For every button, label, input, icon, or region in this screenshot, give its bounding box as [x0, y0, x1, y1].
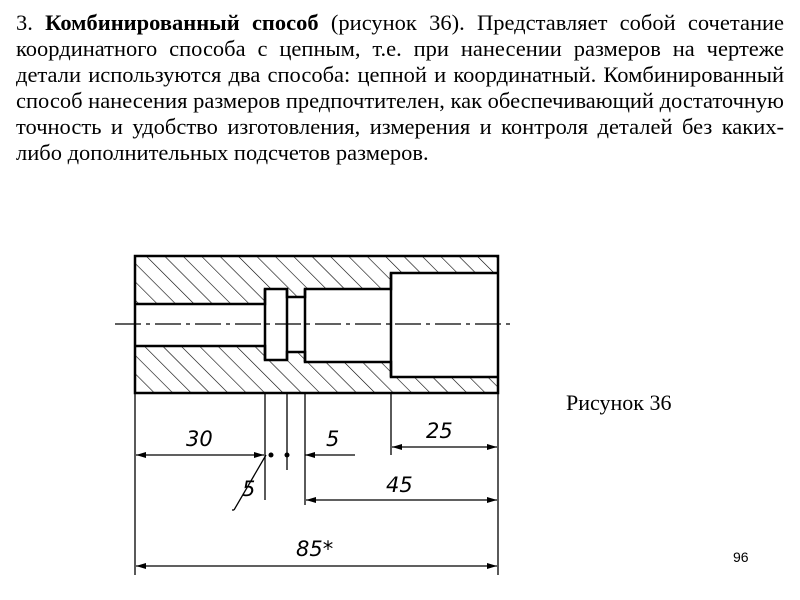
- dim-5-bottom: 5: [242, 477, 256, 501]
- dim-85: 85*: [296, 537, 334, 561]
- dim-25: 25: [426, 419, 453, 443]
- paragraph-text: (рисунок 36). Представляет собой сочетание координатного способа с цепным, т.е. при нанесении размеров на чертеже детали используются два способа: цепной и координатный. Комбинированный способ нанесения размеров предпочтителен, как обеспечивающий достаточную точность и удобство изготовления, измерения и контроля деталей без каких-либо дополнительных подсчетов размеров.: [16, 10, 785, 165]
- dim-45: 45: [386, 473, 413, 497]
- item-number: 3.: [16, 10, 33, 35]
- dim-5-top: 5: [326, 427, 340, 451]
- bold-term: Комбинированный способ: [45, 10, 319, 35]
- figure-caption: Рисунок 36: [566, 390, 672, 415]
- page-number: 96: [733, 549, 749, 565]
- dim-30: 30: [186, 427, 213, 451]
